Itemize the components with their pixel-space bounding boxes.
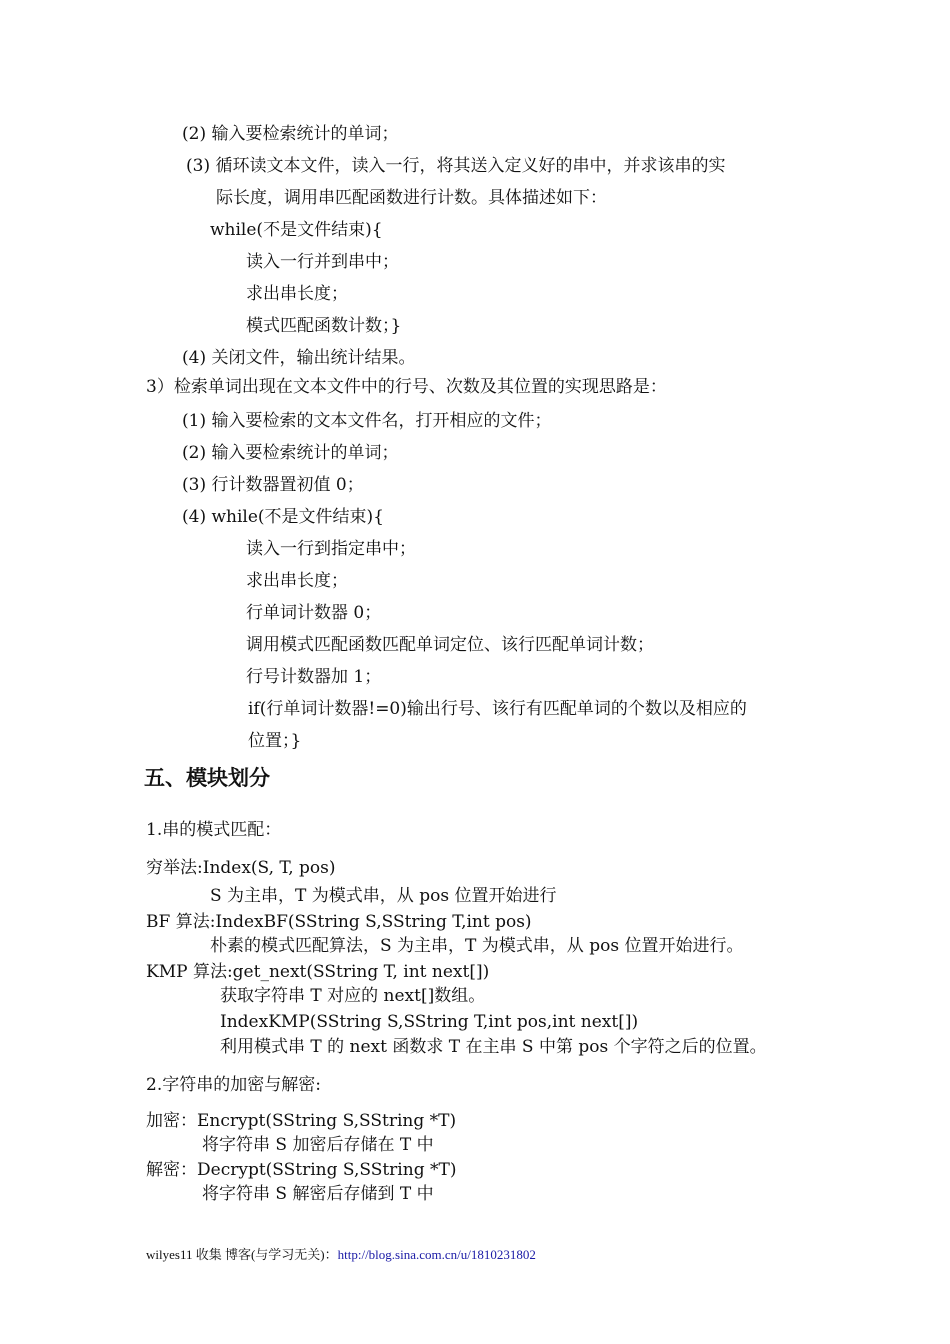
while-body-line-3: 模式匹配函数计数；} (246, 316, 402, 336)
search-body-6-line-2: 位置；} (248, 731, 302, 751)
step-3-line-2: 际长度，调用串匹配函数进行计数。具体描述如下： (216, 188, 607, 208)
while-open-line: while(不是文件结束){ (210, 220, 383, 240)
subsection-1-title: 1.串的模式匹配： (146, 820, 282, 840)
search-body-1: 读入一行到指定串中； (246, 539, 416, 559)
kmp-description-2: 利用模式串 T 的 next 函数求 T 在主串 S 中第 pos 个字符之后的位置。 (220, 1037, 767, 1057)
enum-signature: 穷举法:Index(S, T, pos) (146, 858, 336, 878)
while-body-line-2: 求出串长度； (246, 284, 348, 304)
search-body-2: 求出串长度； (246, 571, 348, 591)
kmp-description-1: 获取字符串 T 对应的 next[]数组。 (220, 986, 486, 1006)
search-body-4: 调用模式匹配函数匹配单词定位、该行匹配单词计数； (246, 635, 654, 655)
footer-link[interactable]: http://blog.sina.com.cn/u/1810231802 (337, 1247, 536, 1262)
search-step-2: (2) 输入要检索统计的单词； (182, 443, 399, 463)
page-footer (146, 1246, 536, 1264)
search-body-3: 行单词计数器 0； (246, 603, 382, 623)
search-step-3: (3) 行计数器置初值 0； (182, 475, 364, 495)
step-2-line: (2) 输入要检索统计的单词； (182, 124, 399, 144)
while-body-line-1: 读入一行并到串中； (246, 252, 399, 272)
search-step-4: (4) while(不是文件结束){ (182, 507, 384, 527)
search-intro: 3）检索单词出现在文本文件中的行号、次数及其位置的实现思路是： (146, 377, 667, 397)
search-body-5: 行号计数器加 1； (246, 667, 382, 687)
decrypt-description: 将字符串 S 解密后存储到 T 中 (202, 1184, 434, 1204)
subsection-2-title: 2.字符串的加密与解密: (146, 1075, 321, 1095)
decrypt-signature: 解密：Decrypt(SString S,SString *T) (146, 1160, 457, 1180)
search-body-6-line-1: if(行单词计数器!=0)输出行号、该行有匹配单词的个数以及相应的 (248, 699, 747, 719)
encrypt-signature: 加密：Encrypt(SString S,SString *T) (146, 1111, 457, 1131)
encrypt-description: 将字符串 S 加密后存储在 T 中 (202, 1135, 434, 1155)
bf-description: 朴素的模式匹配算法，S 为主串，T 为模式串，从 pos 位置开始进行。 (210, 936, 744, 956)
enum-description: S 为主串，T 为模式串，从 pos 位置开始进行 (210, 886, 557, 906)
footer-label: wilyes11 收集 博客(与学习无关)： (146, 1247, 338, 1262)
bf-signature: BF 算法:IndexBF(SString S,SString T,int pos) (146, 912, 532, 932)
search-step-1: (1) 输入要检索的文本文件名，打开相应的文件； (182, 411, 552, 431)
kmp-signature-2: IndexKMP(SString S,SString T,int pos,int next[]) (220, 1012, 639, 1032)
step-4-line: (4) 关闭文件，输出统计结果。 (182, 348, 416, 368)
step-3-line-1: (3) 循环读文本文件，读入一行，将其送入定义好的串中，并求该串的实 (186, 156, 726, 176)
section-heading: 五、模块划分 (144, 766, 270, 790)
kmp-signature: KMP 算法:get_next(SString T, int next[]) (146, 962, 490, 982)
